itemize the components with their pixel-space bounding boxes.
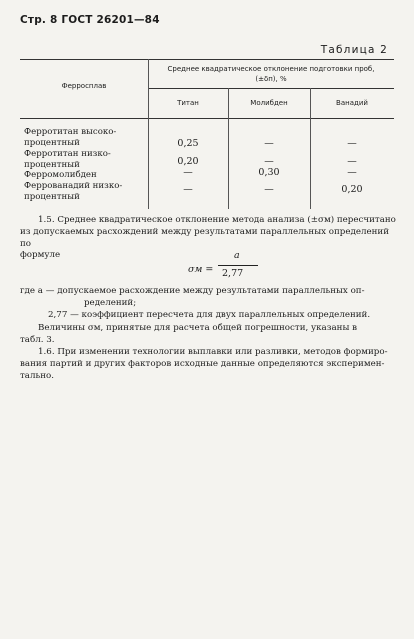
- subcol-header-molybdenum: Молибден: [250, 99, 288, 107]
- table-cell: 0,25: [177, 138, 199, 149]
- table-cell: —: [347, 156, 357, 167]
- page-header: Стр. 8 ГОСТ 26201—84: [20, 14, 160, 26]
- table-header-bottom-rule: [20, 118, 394, 119]
- table-row-label: Ферромолибден: [24, 170, 97, 180]
- table-cell: —: [264, 156, 274, 167]
- formula-legend: где a — допускаемое расхождение между результатами параллельных оп- ределений; 2,77 — коэффициент пересчета для двух параллельных определений.: [20, 286, 371, 320]
- col-header-group-line2: (±δп), %: [255, 75, 287, 83]
- table-cell: 0,30: [258, 167, 280, 178]
- formula-lhs: σм =: [188, 264, 214, 275]
- subcol-header-vanadium: Ванадий: [336, 99, 368, 107]
- formula-numerator: a: [234, 250, 240, 261]
- paragraph-values: Величины σм, принятые для расчета общей погрешности, указаны в табл. 3.: [20, 323, 358, 345]
- table-cell: —: [347, 167, 357, 178]
- table-cell: 0,20: [341, 184, 363, 195]
- table-cell: —: [183, 184, 193, 195]
- table-cell: —: [347, 138, 357, 149]
- table-row-label: Ферротитан высоко- процентный: [24, 127, 117, 148]
- table-cell: —: [264, 138, 274, 149]
- table-row-label: Ферротитан низко- процентный: [24, 149, 111, 170]
- table-group-rule: [148, 88, 394, 89]
- subcol-header-titanium: Титан: [177, 99, 199, 107]
- table-row-label: Феррованадий низко- процентный: [24, 181, 123, 202]
- paragraph-1-5: 1.5. Среднее квадратическое отклонение метода анализа (±σм) пересчитано из допускаемых расхождений между результатами параллельных определений по формуле: [20, 215, 396, 261]
- table-label: Таблица 2: [320, 44, 388, 56]
- col-header-group-line1: Среднее квадратическое отклонение подготовки проб,: [167, 65, 375, 73]
- col-header-ferroalloy: Ферросплав: [61, 82, 107, 90]
- table-cell: —: [183, 167, 193, 178]
- table-cell: —: [264, 184, 274, 195]
- paragraph-1-6: 1.6. При изменении технологии выплавки или разливки, методов формиро- вания партий и других факторов исходные данные определяются эксперимен- тально.: [20, 347, 388, 381]
- formula-fraction-bar: [218, 265, 258, 266]
- table-top-rule: [20, 59, 394, 60]
- formula-denominator: 2,77: [222, 268, 244, 279]
- table-cell: 0,20: [177, 156, 199, 167]
